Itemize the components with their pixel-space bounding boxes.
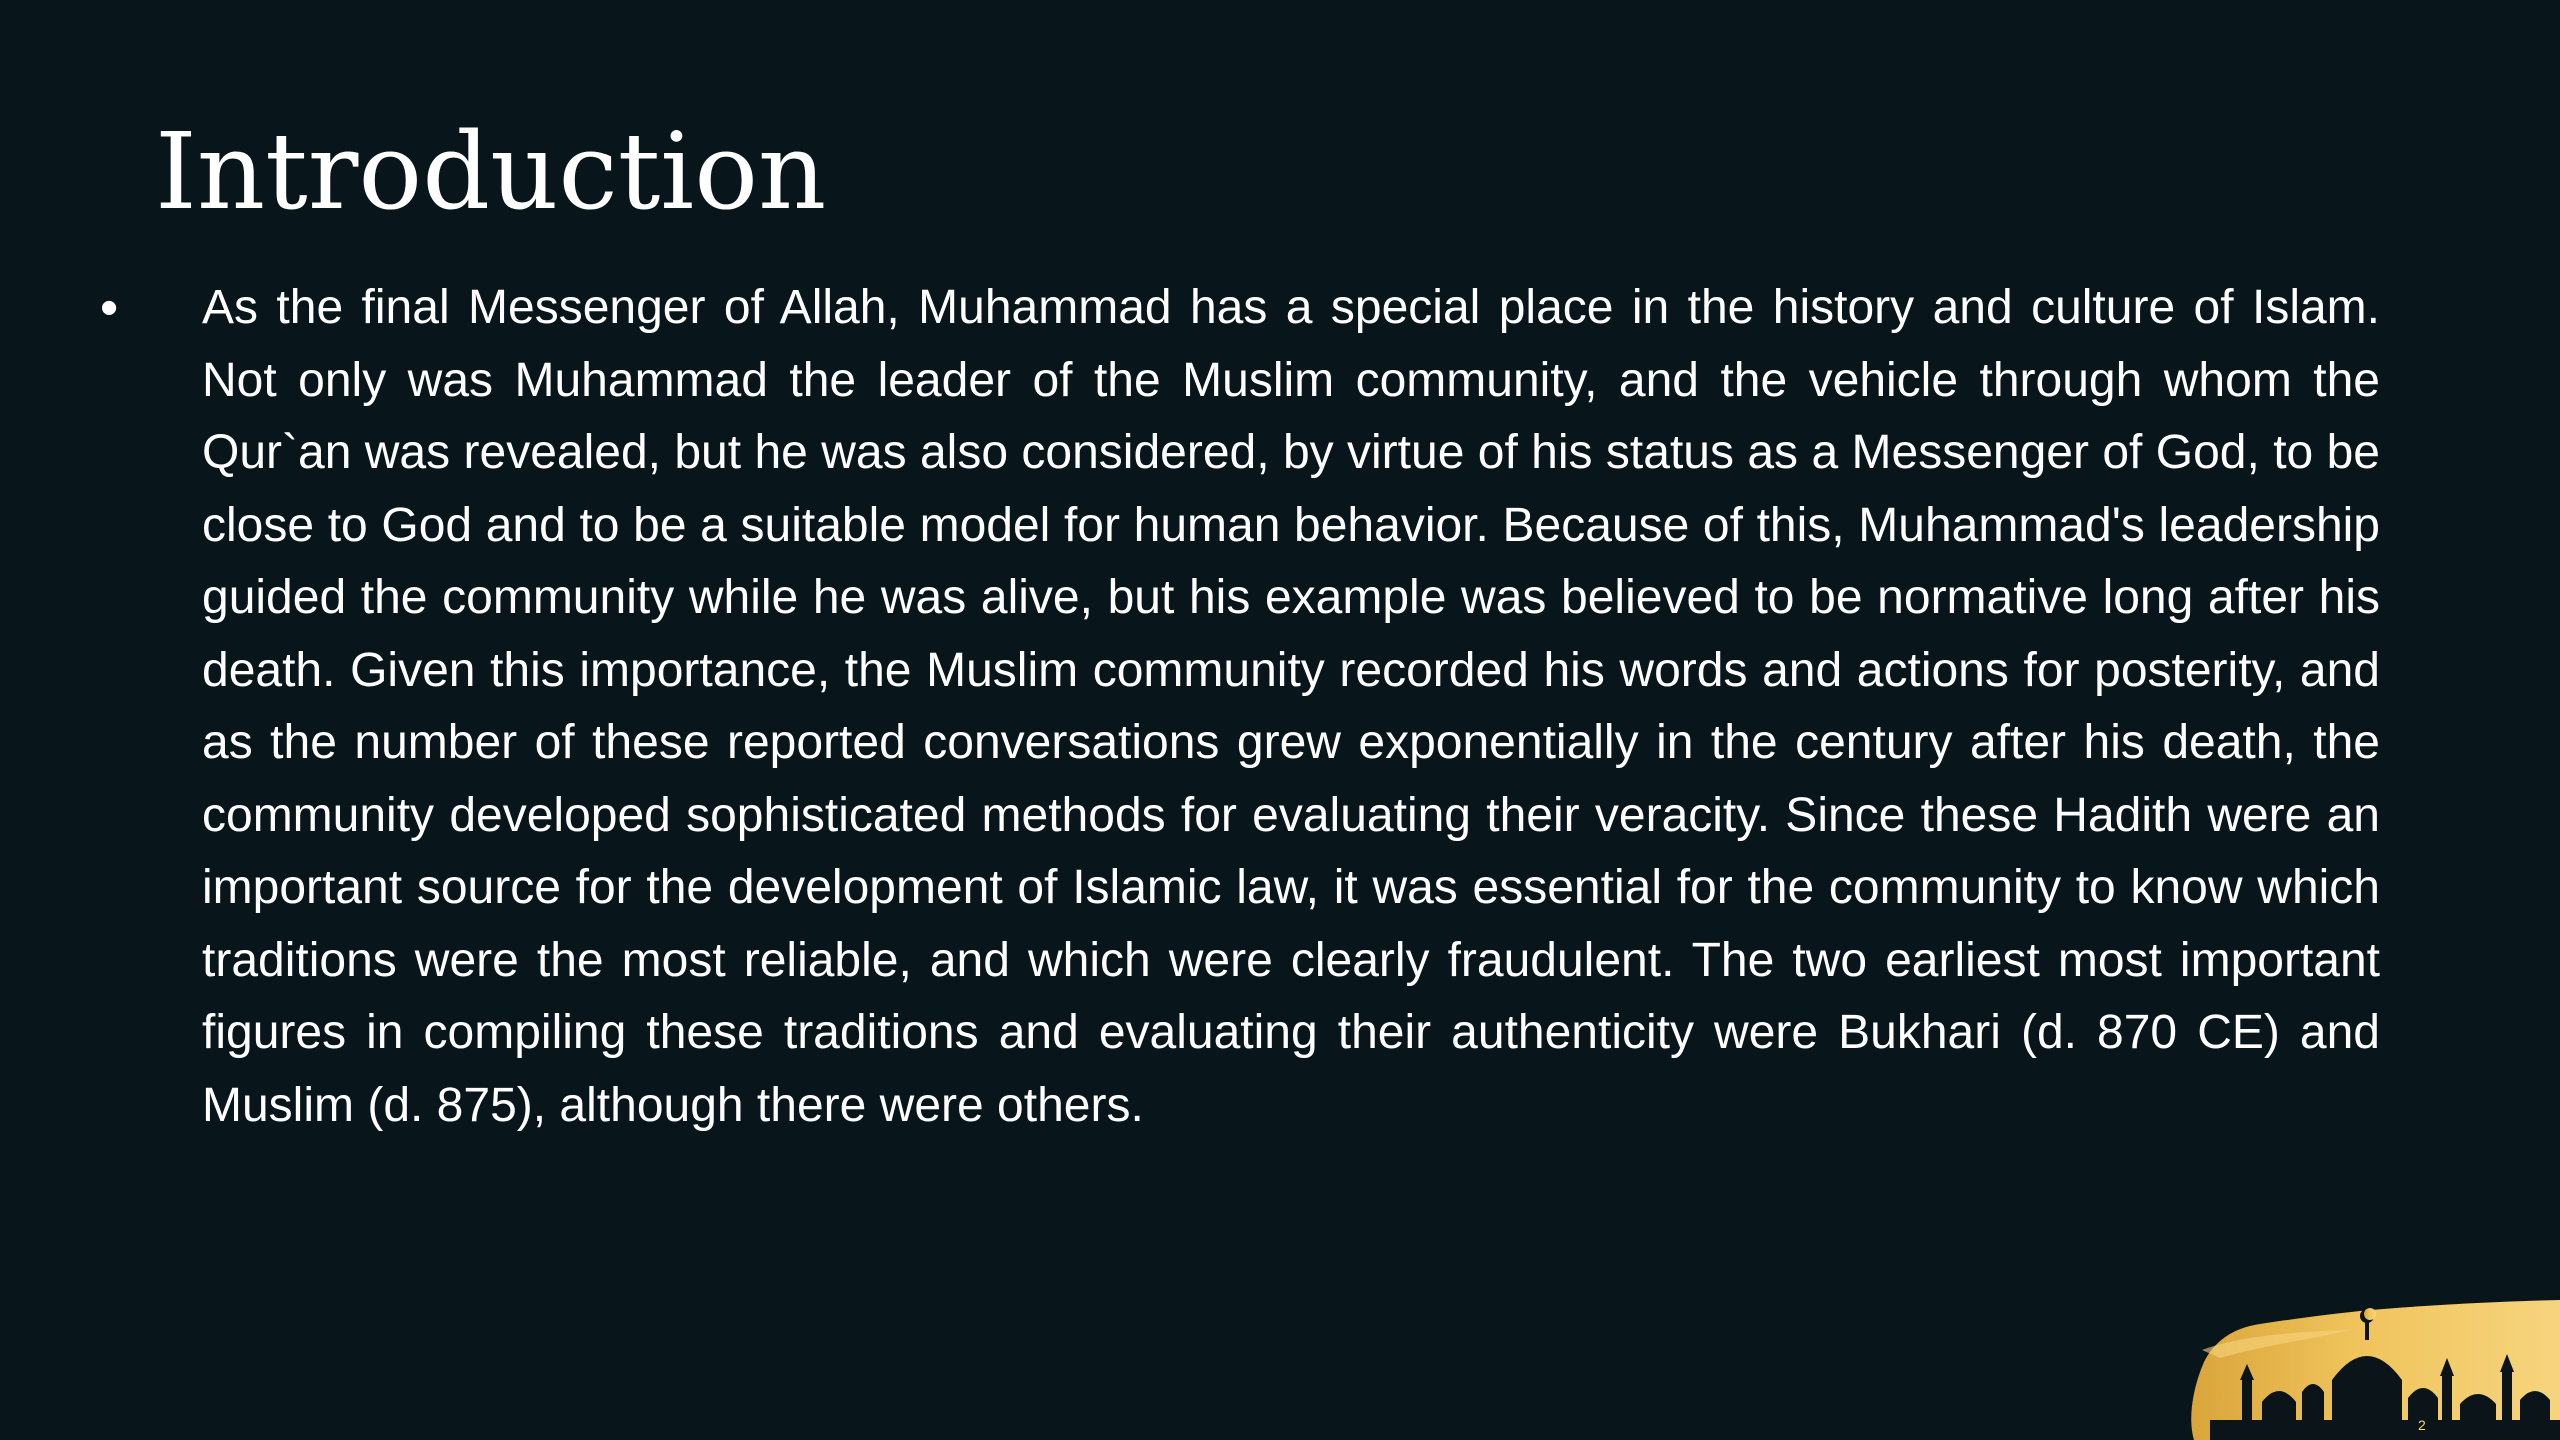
mosque-skyline-icon [2180,1280,2560,1440]
slide-title: Introduction [155,110,827,233]
page-number: 2 [2418,1417,2426,1433]
bullet-marker: • [100,279,119,337]
bullet-list [100,272,2380,1142]
bullet-paragraph: As the final Messenger of Allah, Muhammad has a special place in the history and culture of Islam. Not only was Muhammad the leader of the Muslim community, and the vehicle through whom the Qur`an was revealed, but he was also considered, by virtue of his status as a Messenger of God, to be close to God and to be a suitable model for human behavior. Because of this, Muhammad's leadership guided the community while he was alive, but his example was believed to be normative long after his death. Given this importance, the Muslim community recorded his words and actions for posterity, and as the number of these reported conversations grew exponentially in the century after his death, the community developed sophisticated methods for evaluating their veracity. Since these Hadith were an important source for the development of Islamic law, it was essential for the community to know which traditions were the most reliable, and which were clearly fraudulent. The two earliest most important figures in compiling these traditions and evaluating their authenticity were Bukhari (d. 870 CE) and Muslim (d. 875), although there were others. [202,281,2380,1132]
